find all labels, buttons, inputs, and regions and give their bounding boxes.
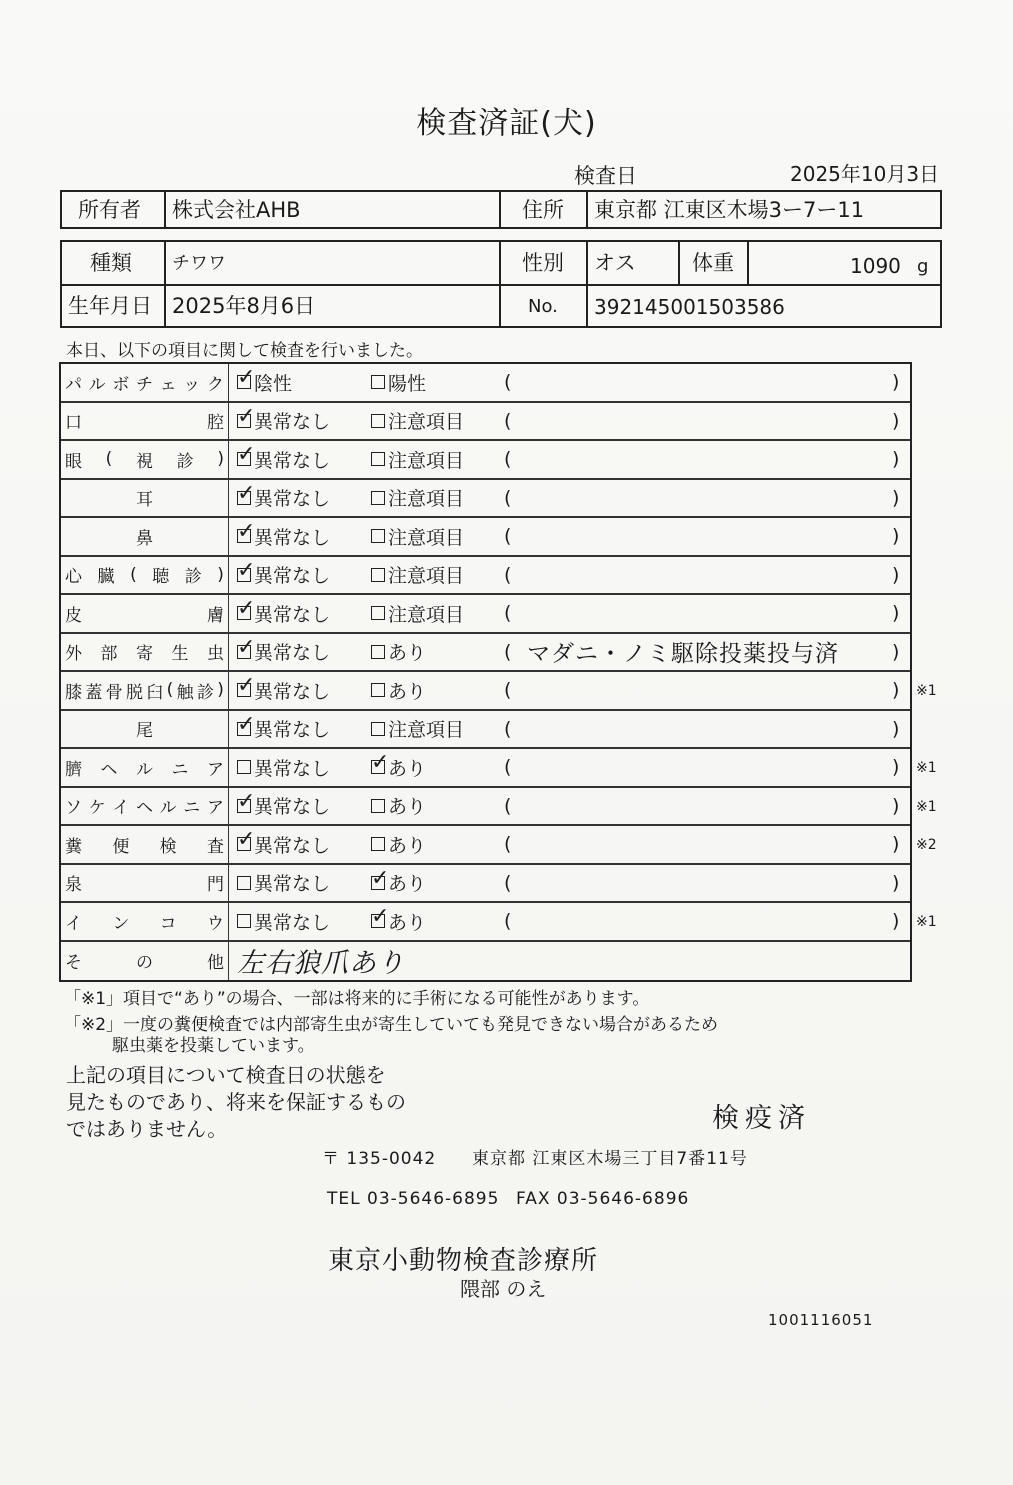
check-mark-icon: ✓ xyxy=(237,403,256,429)
option-abnormal[interactable] xyxy=(371,788,426,825)
label-char: ( xyxy=(166,680,174,701)
warning-line: 上記の項目について検査日の状態を xyxy=(66,1063,386,1087)
check-row xyxy=(61,711,910,750)
label-char: 心 xyxy=(65,567,82,588)
checkbox[interactable] xyxy=(371,375,385,389)
clinic-fax: FAX 03-5646-6896 xyxy=(516,1189,690,1209)
option-label: 異常なし xyxy=(254,603,331,626)
footnote-2: 「※2」一度の糞便検査では内部寄生虫が寄生していても発見できない場合があるため xyxy=(64,1015,719,1035)
check-item-label xyxy=(61,788,229,825)
label-char: 眼 xyxy=(65,451,82,472)
paren-close: ) xyxy=(892,833,900,856)
checkbox[interactable] xyxy=(237,827,256,853)
check-item-label xyxy=(61,634,229,671)
option-label: 陰性 xyxy=(254,372,293,395)
paren-open: ( xyxy=(504,448,512,471)
sex-label: 性別 xyxy=(522,251,564,275)
label-char: ェ xyxy=(159,374,177,395)
check-row xyxy=(61,595,910,634)
checkbox[interactable] xyxy=(371,606,385,620)
checkbox[interactable] xyxy=(371,452,385,466)
checkbox[interactable] xyxy=(237,403,256,429)
paren-open: ( xyxy=(504,717,512,740)
check-mark-icon: ✓ xyxy=(371,865,390,891)
checkbox[interactable] xyxy=(237,711,256,737)
option-normal[interactable] xyxy=(237,595,330,632)
paren-open: ( xyxy=(504,640,512,663)
label-char: ア xyxy=(206,798,224,819)
option-label: 異常なし xyxy=(254,796,331,819)
check-row xyxy=(61,903,910,942)
check-mark-icon: ✓ xyxy=(371,750,390,776)
weight-unit: g xyxy=(917,256,929,277)
checkbox[interactable] xyxy=(371,645,385,659)
footnote-mark: ※1 xyxy=(916,914,937,930)
label-char: ケ xyxy=(88,798,106,819)
check-row xyxy=(61,441,910,480)
label-char: ( xyxy=(105,449,113,470)
option-label: 異常なし xyxy=(254,642,331,665)
paren-close: ) xyxy=(892,409,900,432)
paren-close: ) xyxy=(892,563,900,586)
check-mark-icon: ✓ xyxy=(237,442,256,468)
footnote-1: 「※1」項目で“あり”の場合、一部は将来的に手術になる可能性があります。 xyxy=(64,989,650,1009)
check-item-label xyxy=(61,441,229,478)
doctor-name: 隈部 のえ xyxy=(460,1277,547,1301)
option-normal[interactable] xyxy=(237,518,330,555)
option-abnormal[interactable] xyxy=(371,403,464,440)
option-label: 注意項目 xyxy=(388,603,465,626)
label-char: 部 xyxy=(100,644,118,665)
label-char: ル xyxy=(136,759,153,780)
paren-open: ( xyxy=(504,563,512,586)
clinic-name: 東京小動物検査診療所 xyxy=(328,1246,599,1276)
paren-close: ) xyxy=(892,717,900,740)
clinic-tel: TEL 03-5646-6895 xyxy=(327,1189,500,1209)
paren-open: ( xyxy=(504,871,512,894)
check-row xyxy=(61,557,910,596)
label-char: 骨 xyxy=(105,682,123,703)
option-abnormal[interactable] xyxy=(371,903,426,940)
address-value: 東京都 江東区木場3ー7ー11 xyxy=(594,198,865,222)
quarantine-stamp: 検疫済 xyxy=(712,1103,811,1134)
label-char: 査 xyxy=(206,836,224,857)
check-mark-icon: ✓ xyxy=(237,788,256,814)
check-item-label xyxy=(61,749,229,786)
footnote-2-cont: 駆虫薬を投薬しています。 xyxy=(112,1036,315,1056)
checkbox[interactable] xyxy=(371,722,385,736)
checkbox[interactable] xyxy=(371,683,385,697)
owner-label: 所有者 xyxy=(78,198,141,222)
label-char: ) xyxy=(217,449,224,470)
paren-open: ( xyxy=(504,525,512,548)
option-normal[interactable] xyxy=(237,364,292,401)
option-abnormal[interactable] xyxy=(371,441,464,478)
label-char: パ xyxy=(65,374,82,395)
label-char: ヘ xyxy=(100,759,118,780)
option-abnormal[interactable] xyxy=(371,749,426,786)
label-char: ク xyxy=(206,374,224,395)
option-label: 異常なし xyxy=(254,911,331,934)
no-value: 392145001503586 xyxy=(594,295,785,319)
paren-close: ) xyxy=(892,794,900,817)
checkbox[interactable] xyxy=(371,799,385,813)
paren-open: ( xyxy=(504,371,512,394)
checkbox[interactable] xyxy=(371,529,385,543)
label-char: ソ xyxy=(65,798,82,819)
checkbox[interactable] xyxy=(371,491,385,505)
label-char: ) xyxy=(217,564,224,585)
paren-open: ( xyxy=(504,794,512,817)
option-label: 異常なし xyxy=(254,449,331,472)
option-label: 注意項目 xyxy=(388,488,465,511)
exam-date-label: 検査日 xyxy=(574,164,637,188)
option-abnormal[interactable] xyxy=(371,634,426,671)
option-abnormal[interactable] xyxy=(371,826,426,863)
dob-label: 生年月日 xyxy=(68,294,152,318)
label-char: 臍 xyxy=(65,759,82,780)
checkbox[interactable] xyxy=(371,837,385,851)
option-abnormal[interactable] xyxy=(371,711,464,748)
label-char: 臓 xyxy=(97,567,115,588)
label-char: ッ xyxy=(183,374,201,395)
check-row xyxy=(61,865,910,904)
option-normal[interactable] xyxy=(237,441,330,478)
checkbox[interactable] xyxy=(371,904,390,930)
option-label: 陽性 xyxy=(388,372,427,395)
option-normal[interactable] xyxy=(237,826,330,863)
checkbox[interactable] xyxy=(237,788,256,814)
option-abnormal[interactable] xyxy=(371,557,464,594)
intro-text: 本日、以下の項目に関して検査を行いました。 xyxy=(66,341,423,361)
checkbox[interactable] xyxy=(371,865,390,891)
label-char: 診 xyxy=(196,682,214,703)
postal-code: 〒 135-0042 xyxy=(322,1149,437,1169)
check-mark-icon: ✓ xyxy=(237,519,256,545)
label-char: 門 xyxy=(207,875,224,896)
label-char: 蓋 xyxy=(85,682,103,703)
label-char: 視 xyxy=(135,451,153,472)
option-abnormal[interactable] xyxy=(371,364,426,401)
option-label: 異常なし xyxy=(254,680,331,703)
footnote-mark: ※2 xyxy=(916,837,937,853)
dob-value: 2025年8月6日 xyxy=(172,294,316,318)
paren-close: ) xyxy=(892,756,900,779)
check-mark-icon: ✓ xyxy=(371,904,390,930)
label-char: イ xyxy=(112,798,130,819)
option-label: 注意項目 xyxy=(388,449,465,472)
check-mark-icon: ✓ xyxy=(237,596,256,622)
check-mark-icon: ✓ xyxy=(237,827,256,853)
label-char: ヘ xyxy=(135,798,153,819)
footnote-mark: ※1 xyxy=(916,683,937,699)
checkbox[interactable] xyxy=(237,596,256,622)
label-char: 膝 xyxy=(65,682,82,703)
checkbox[interactable] xyxy=(371,414,385,428)
checkbox[interactable] xyxy=(237,673,256,699)
paren-close: ) xyxy=(892,679,900,702)
label-char: ル xyxy=(88,374,106,395)
check-item-label: 鼻 xyxy=(61,518,229,555)
check-item-label xyxy=(61,364,229,401)
check-item-label xyxy=(61,903,229,940)
option-normal[interactable] xyxy=(237,865,330,902)
label-char: 脱 xyxy=(125,682,143,703)
paren-close: ) xyxy=(892,602,900,625)
paren-close: ) xyxy=(892,871,900,894)
check-row xyxy=(61,518,910,557)
option-normal[interactable] xyxy=(237,403,330,440)
checkbox[interactable] xyxy=(237,876,251,890)
label-char: 寄 xyxy=(136,644,153,665)
weight-label: 体重 xyxy=(692,251,734,275)
label-char: 皮 xyxy=(65,605,82,626)
check-row xyxy=(61,826,910,865)
label-char: 腔 xyxy=(207,413,224,434)
sex-value: オス xyxy=(594,251,636,275)
check-mark-icon: ✓ xyxy=(237,673,256,699)
check-row xyxy=(61,480,910,519)
check-mark-icon: ✓ xyxy=(237,365,256,391)
label-char: ニ xyxy=(183,798,201,819)
option-label: 異常なし xyxy=(254,719,331,742)
option-label: 注意項目 xyxy=(388,526,465,549)
label-char: コ xyxy=(159,913,177,934)
checkbox[interactable] xyxy=(371,568,385,582)
other-item-label xyxy=(61,942,229,980)
label-char: ニ xyxy=(171,759,189,780)
other-row xyxy=(61,942,910,980)
option-normal[interactable] xyxy=(237,634,330,671)
option-label: あり xyxy=(388,680,427,703)
label-char: 診 xyxy=(184,567,202,588)
checkbox[interactable] xyxy=(237,914,251,928)
label-char: イ xyxy=(65,913,82,934)
option-normal[interactable] xyxy=(237,903,330,940)
label-char: ア xyxy=(207,759,224,780)
warning-text xyxy=(66,1062,406,1143)
check-mark-icon: ✓ xyxy=(237,480,256,506)
option-label: 異常なし xyxy=(254,565,331,588)
checkbox[interactable] xyxy=(237,442,256,468)
paren-close: ) xyxy=(892,486,900,509)
check-row xyxy=(61,788,910,827)
checkbox[interactable] xyxy=(237,557,256,583)
option-label: 異常なし xyxy=(254,757,331,780)
handwritten-note: 左右狼爪あり xyxy=(237,948,405,979)
check-row xyxy=(61,403,910,442)
label-char: 検 xyxy=(159,836,177,857)
label-char: 他 xyxy=(207,953,224,973)
check-item-label xyxy=(61,865,229,902)
footnote-mark: ※1 xyxy=(916,798,937,815)
check-item-label xyxy=(61,595,229,632)
animal-box xyxy=(60,240,942,328)
label-char: の xyxy=(136,953,153,973)
check-item-label xyxy=(61,826,229,863)
option-normal[interactable] xyxy=(237,788,330,825)
option-label: あり xyxy=(388,796,427,819)
label-char: 糞 xyxy=(65,836,82,857)
label-char: 泉 xyxy=(65,875,82,896)
label-char: 診 xyxy=(176,451,194,472)
page-title: 検査済証(犬) xyxy=(416,106,597,141)
paren-open: ( xyxy=(504,910,512,933)
check-row xyxy=(61,749,910,788)
check-mark-icon: ✓ xyxy=(237,634,256,660)
label-char: ウ xyxy=(206,913,224,934)
address-label: 住所 xyxy=(522,198,564,222)
option-label: 注意項目 xyxy=(388,411,465,434)
owner-value: 株式会社AHB xyxy=(172,198,301,222)
option-abnormal[interactable] xyxy=(371,518,464,555)
option-label: 異常なし xyxy=(254,834,331,857)
option-label: あり xyxy=(388,873,427,896)
option-abnormal[interactable] xyxy=(371,672,426,709)
paren-close: ) xyxy=(892,371,900,394)
option-normal[interactable] xyxy=(237,711,330,748)
label-char: ( xyxy=(130,564,137,585)
checkbox[interactable] xyxy=(237,634,256,660)
paren-open: ( xyxy=(504,679,512,702)
paren-close: ) xyxy=(892,525,900,548)
checkbox[interactable] xyxy=(371,750,390,776)
option-label: あり xyxy=(388,834,427,857)
exam-date-value: 2025年10月3日 xyxy=(790,162,940,186)
label-char: 聴 xyxy=(152,567,170,588)
weight-value: 1090 xyxy=(850,254,901,278)
checkbox[interactable] xyxy=(237,480,256,506)
serial-number: 1001116051 xyxy=(768,1311,874,1329)
paren-open: ( xyxy=(504,756,512,779)
checkbox[interactable] xyxy=(237,519,256,545)
checkbox[interactable] xyxy=(237,365,256,391)
label-char: 外 xyxy=(65,644,82,665)
check-note: マダニ・ノミ駆除投薬投与済 xyxy=(527,641,839,668)
option-abnormal[interactable] xyxy=(371,480,464,517)
warning-line: ではありません。 xyxy=(66,1117,228,1141)
label-char: 口 xyxy=(65,413,82,434)
label-char: 生 xyxy=(171,644,189,665)
check-mark-icon: ✓ xyxy=(237,711,256,737)
label-char: ル xyxy=(159,798,177,819)
clinic-address: 東京都 江東区木場三丁目7番11号 xyxy=(472,1149,748,1169)
option-normal[interactable] xyxy=(237,557,330,594)
owner-box xyxy=(60,190,942,229)
paren-open: ( xyxy=(504,409,512,432)
check-table xyxy=(59,362,912,982)
label-char: 便 xyxy=(112,836,130,857)
label-char: ボ xyxy=(112,374,130,395)
paren-open: ( xyxy=(504,833,512,856)
warning-line: 見たものであり、将来を保証するもの xyxy=(66,1090,406,1114)
option-abnormal[interactable] xyxy=(371,865,426,902)
check-mark-icon: ✓ xyxy=(237,557,256,583)
option-abnormal[interactable] xyxy=(371,595,464,632)
option-label: 異常なし xyxy=(254,526,331,549)
paren-close: ) xyxy=(892,640,900,663)
option-label: 異常なし xyxy=(254,873,331,896)
check-item-label xyxy=(61,672,229,709)
label-char: ) xyxy=(217,680,224,701)
label-char: 虫 xyxy=(207,644,224,665)
label-char: 膚 xyxy=(207,605,224,626)
label-char: 触 xyxy=(176,682,194,703)
check-item-label: 尾 xyxy=(61,711,229,748)
paren-open: ( xyxy=(504,486,512,509)
option-label: 注意項目 xyxy=(388,565,465,588)
paren-close: ) xyxy=(892,448,900,471)
label-char: そ xyxy=(65,953,82,973)
check-item-label xyxy=(61,403,229,440)
label-char: ン xyxy=(112,913,130,934)
option-normal[interactable] xyxy=(237,749,330,786)
option-label: 注意項目 xyxy=(388,719,465,742)
option-normal[interactable] xyxy=(237,480,330,517)
label-char: チ xyxy=(135,374,153,395)
option-normal[interactable] xyxy=(237,672,330,709)
paren-close: ) xyxy=(892,910,900,933)
check-item-label xyxy=(61,557,229,594)
breed-label: 種類 xyxy=(90,251,132,275)
no-label: No. xyxy=(528,296,558,317)
checkbox[interactable] xyxy=(237,760,251,774)
check-row xyxy=(61,634,910,673)
option-label: あり xyxy=(388,757,427,780)
option-label: あり xyxy=(388,911,427,934)
paren-open: ( xyxy=(504,602,512,625)
option-label: 異常なし xyxy=(254,488,331,511)
footnote-mark: ※1 xyxy=(916,760,937,776)
option-label: あり xyxy=(388,642,427,665)
option-label: 異常なし xyxy=(254,411,331,434)
label-char: 臼 xyxy=(146,682,164,703)
check-row xyxy=(61,672,910,711)
check-row xyxy=(61,364,910,403)
breed-value: チワワ xyxy=(172,253,226,274)
check-item-label: 耳 xyxy=(61,480,229,517)
